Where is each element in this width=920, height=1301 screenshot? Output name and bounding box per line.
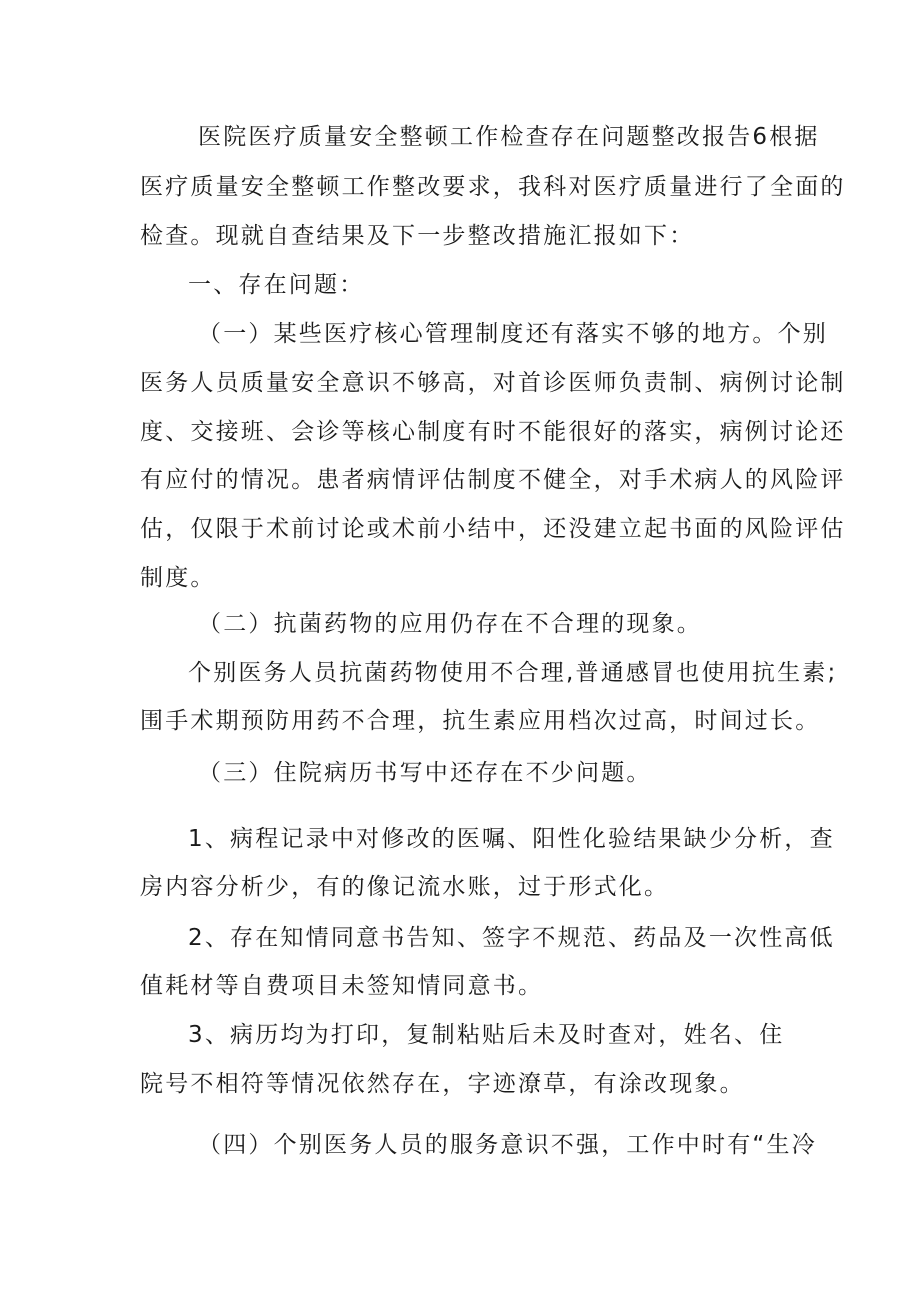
intro-line-3: 检查。现就自查结果及下一步整改措施汇报如下：	[140, 223, 695, 249]
item3-point2-line-1: 2、存在知情同意书告知、签字不规范、药品及一次性高低	[188, 925, 835, 951]
item3-point3-line-2: 院号不相符等情况依然存在，字迹潦草，有涂改现象。	[140, 1071, 745, 1097]
item1-line-2: 医务人员质量安全意识不够高，对首诊医师负责制、病例讨论制	[140, 370, 846, 396]
item3-heading: （三）住院病历书写中还存在不少问题。	[198, 760, 652, 786]
item3-point2-line-2: 值耗材等自费项目未签知情同意书。	[140, 973, 544, 999]
intro-line-1: 医院医疗质量安全整顿工作检查存在问题整改报告6根据	[198, 124, 820, 150]
item3-point3-line-1: 3、病历均为打印，复制粘贴后未及时查对，姓名、住	[188, 1022, 785, 1048]
item1-line-5: 估，仅限于术前讨论或术前小结中，还没建立起书面的风险评估	[140, 516, 846, 542]
item1-line-4: 有应付的情况。患者病情评估制度不健全，对手术病人的风险评	[140, 467, 846, 493]
item2-heading: （二）抗菌药物的应用仍存在不合理的现象。	[198, 611, 702, 637]
intro-line-2: 医疗质量安全整顿工作整改要求，我科对医疗质量进行了全面的	[140, 174, 846, 200]
item3-point1-line-1: 1、病程记录中对修改的医嘱、阳性化验结果缺少分析，查	[188, 826, 835, 852]
item2-line-1: 个别医务人员抗菌药物使用不合理,普通感冒也使用抗生素;	[188, 660, 838, 686]
item2-line-2: 围手术期预防用药不合理，抗生素应用档次过高，时间过长。	[140, 708, 821, 734]
item1-line-1: （一）某些医疗核心管理制度还有落实不够的地方。个别	[198, 321, 828, 347]
item1-line-6: 制度。	[140, 565, 216, 591]
item3-point1-line-2: 房内容分析少，有的像记流水账，过于形式化。	[140, 874, 670, 900]
section-heading-problems: 一、存在问题：	[188, 272, 365, 298]
item4-heading: （四）个别医务人员的服务意识不强，工作中时有“生冷	[198, 1132, 817, 1158]
item1-line-3: 度、交接班、会诊等核心制度有时不能很好的落实，病例讨论还	[140, 419, 846, 445]
